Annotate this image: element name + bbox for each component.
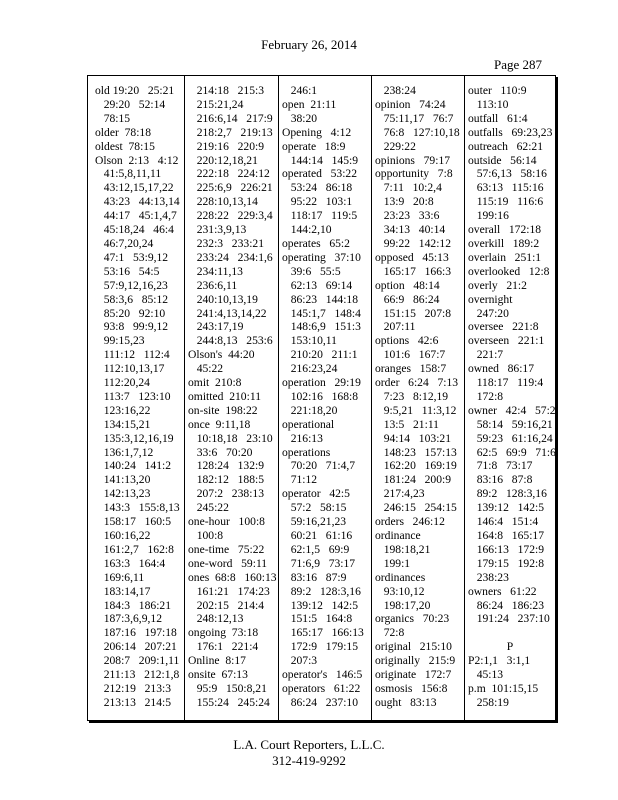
index-line: 59:16,21,23 — [282, 515, 347, 529]
column-divider — [184, 76, 185, 720]
index-line: 53:16 54:5 — [95, 264, 160, 278]
index-line: 212:19 213:3 — [95, 681, 172, 695]
index-line: 71:8 73:17 — [468, 459, 533, 473]
index-line: 140:24 141:2 — [95, 459, 172, 473]
index-line: 41:5,8,11,11 — [95, 167, 162, 181]
index-line: 58:14 59:16,21 — [468, 417, 553, 431]
index-line: older 78:18 — [95, 125, 152, 139]
index-line: 115:19 116:6 — [468, 195, 544, 209]
index-line: 229:22 — [375, 139, 416, 153]
index-line: 89:2 128:3,16 — [468, 487, 547, 501]
index-line: operation 29:19 — [282, 376, 361, 390]
index-line: 143:3 155:8,13 — [95, 501, 180, 515]
index-line: 161:21 174:23 — [188, 584, 270, 598]
index-line: 62:13 69:14 — [282, 278, 353, 292]
index-line: 144:2,10 — [282, 223, 332, 237]
index-line: 169:6,11 — [95, 570, 145, 584]
index-line: 146:4 151:4 — [468, 515, 539, 529]
index-line: osmosis 156:8 — [375, 681, 448, 695]
index-line: 23:23 33:6 — [375, 209, 440, 223]
index-line: Online 8:17 — [188, 654, 246, 668]
index-line: 217:4,23 — [375, 487, 425, 501]
index-line: 93:10,12 — [375, 584, 425, 598]
index-line: 213:13 214:5 — [95, 695, 172, 709]
index-line: 211:13 212:1,8 — [95, 668, 180, 682]
index-line: originate 172:7 — [375, 668, 452, 682]
index-line: onsite 67:13 — [188, 668, 248, 682]
index-line: opinions 79:17 — [375, 153, 451, 167]
index-line: p.m 101:15,15 — [468, 681, 539, 695]
index-line: 199:1 — [375, 556, 411, 570]
footer-phone: 312-419-9292 — [272, 753, 346, 768]
index-line: 85:20 92:10 — [95, 306, 166, 320]
index-line: order 6:24 7:13 — [375, 376, 459, 390]
index-line: 113:7 123:10 — [95, 389, 171, 403]
index-line: 221:18,20 — [282, 403, 338, 417]
index-line: 86:24 237:10 — [282, 695, 359, 709]
index-line: overlain 251:1 — [468, 250, 542, 264]
index-line: open 21:11 — [282, 97, 337, 111]
index-line: operator 42:5 — [282, 487, 350, 501]
column-divider — [371, 76, 372, 720]
index-line: options 42:6 — [375, 334, 439, 348]
index-line: 144:14 145:9 — [282, 153, 359, 167]
index-line: 139:12 142:5 — [282, 598, 359, 612]
index-line: 57:6,13 58:16 — [468, 167, 547, 181]
section-letter: P — [506, 640, 514, 654]
index-line: 99:15,23 — [95, 334, 145, 348]
index-line: 43:12,15,17,22 — [95, 181, 174, 195]
index-line: 141:13,20 — [95, 473, 151, 487]
index-line: one-word 59:11 — [188, 556, 268, 570]
index-line: 128:24 132:9 — [188, 459, 265, 473]
index-line: Olson 2:13 4:12 — [95, 153, 179, 167]
index-line: 248:12,13 — [188, 612, 244, 626]
index-line: 118:17 119:4 — [468, 376, 544, 390]
index-line: oranges 158:7 — [375, 362, 447, 376]
index-line: 70:20 71:4,7 — [282, 459, 356, 473]
index-line: 151:15 207:8 — [375, 306, 452, 320]
index-line: option 48:14 — [375, 278, 440, 292]
index-line: omitted 210:11 — [188, 389, 261, 403]
index-line: 219:16 220:9 — [188, 139, 265, 153]
index-line: 172:8 — [468, 389, 504, 403]
index-line: owner 42:4 57:2 — [468, 403, 556, 417]
index-line: overnight — [468, 292, 513, 306]
index-line: opposed 45:13 — [375, 250, 449, 264]
index-line: 62:5 69:9 71:6 — [468, 445, 556, 459]
index-line: 199:16 — [468, 209, 509, 223]
index-line: 59:23 61:16,24 — [468, 431, 553, 445]
index-line: 111:12 112:4 — [95, 348, 170, 362]
index-line: 45:22 — [188, 362, 224, 376]
index-line: 246:15 254:15 — [375, 501, 457, 515]
index-line: 71:12 — [282, 473, 318, 487]
index-line: original 215:10 — [375, 640, 452, 654]
index-line: 95:22 103:1 — [282, 195, 353, 209]
index-line: opportunity 7:8 — [375, 167, 453, 181]
index-line: 238:24 — [375, 84, 416, 97]
index-line: 45:18,24 46:4 — [95, 223, 174, 237]
index-line: 113:10 — [468, 97, 509, 111]
index-line: 161:2,7 162:8 — [95, 542, 174, 556]
index-line: P2:1,1 3:1,1 — [468, 654, 531, 668]
index-line: operators 61:22 — [282, 681, 361, 695]
index-line: 148:6,9 151:3 — [282, 320, 361, 334]
index-line: overly 21:2 — [468, 278, 527, 292]
index-line: 13:9 20:8 — [375, 195, 434, 209]
index-line: 160:16,22 — [95, 529, 151, 542]
column-divider — [278, 76, 279, 720]
index-line: 183:14,17 — [95, 584, 151, 598]
index-column-3 — [282, 84, 368, 712]
index-line: oversee 221:8 — [468, 320, 539, 334]
index-line: 172:9 179:15 — [282, 640, 359, 654]
index-line: 240:10,13,19 — [188, 292, 258, 306]
index-line: 58:3,6 85:12 — [95, 292, 169, 306]
index-line: 9:5,21 11:3,12 — [375, 403, 457, 417]
index-line: 234:11,13 — [188, 264, 243, 278]
index-line: operations — [282, 445, 331, 459]
index-line: operated 53:22 — [282, 167, 358, 181]
index-line: 206:14 207:21 — [95, 640, 177, 654]
index-line: outside 56:14 — [468, 153, 537, 167]
index-line: 215:21,24 — [188, 97, 244, 111]
index-line: 162:20 169:19 — [375, 459, 457, 473]
index-line: operates 65:2 — [282, 236, 350, 250]
header-date: February 26, 2014 — [261, 37, 357, 52]
index-line: 29:20 52:14 — [95, 97, 166, 111]
index-line: 187:16 197:18 — [95, 626, 177, 640]
index-box — [87, 75, 556, 721]
index-line: 151:5 164:8 — [282, 612, 353, 626]
index-line: 99:22 142:12 — [375, 236, 452, 250]
index-line: 83:16 87:8 — [468, 473, 533, 487]
index-line: overseen 221:1 — [468, 334, 545, 348]
index-line: 95:9 150:8,21 — [188, 681, 267, 695]
index-line: overkill 189:2 — [468, 236, 540, 250]
index-line: 86:23 144:18 — [282, 292, 359, 306]
index-line: 207:3 — [282, 654, 318, 668]
index-line: 208:7 209:1,11 — [95, 654, 180, 668]
index-line: 93:8 99:9,12 — [95, 320, 169, 334]
index-line: ongoing 73:18 — [188, 626, 259, 640]
index-line: outfall 61:4 — [468, 111, 528, 125]
index-line: 102:16 168:8 — [282, 389, 359, 403]
index-column-2 — [188, 84, 277, 712]
index-column-5 — [468, 84, 556, 712]
index-line: 43:23 44:13,14 — [95, 195, 180, 209]
index-column-1 — [95, 84, 181, 712]
index-line: 53:24 86:18 — [282, 181, 353, 195]
index-line: oldest 78:15 — [95, 139, 155, 153]
index-line: ought 83:13 — [375, 695, 437, 709]
index-line: operating 37:10 — [282, 250, 361, 264]
index-line: 241:4,13,14,22 — [188, 306, 267, 320]
index-line: outreach 62:21 — [468, 139, 544, 153]
index-line: 214:18 215:3 — [188, 84, 265, 97]
index-line: 86:24 186:23 — [468, 598, 545, 612]
index-line: owned 86:17 — [468, 362, 535, 376]
index-line: 155:24 245:24 — [188, 695, 270, 709]
index-line: 142:13,23 — [95, 487, 151, 501]
index-line: 148:23 157:13 — [375, 445, 457, 459]
index-line: outfalls 69:23,23 — [468, 125, 553, 139]
index-line: 165:17 166:3 — [375, 264, 452, 278]
index-line: organics 70:23 — [375, 612, 450, 626]
index-line: 166:13 172:9 — [468, 542, 545, 556]
index-line: 145:1,7 148:4 — [282, 306, 361, 320]
index-line: 184:3 186:21 — [95, 598, 172, 612]
index-line: 163:3 164:4 — [95, 556, 166, 570]
index-line: 236:6,11 — [188, 278, 238, 292]
index-line: 10:18,18 23:10 — [188, 431, 273, 445]
index-line: opinion 74:24 — [375, 97, 446, 111]
index-line: 34:13 40:14 — [375, 223, 446, 237]
index-line: 179:15 192:8 — [468, 556, 545, 570]
index-line: overlooked 12:8 — [468, 264, 550, 278]
index-line: 134:15,21 — [95, 417, 151, 431]
index-line: 232:3 233:21 — [188, 236, 265, 250]
index-line: 220:12,18,21 — [188, 153, 258, 167]
index-column-4 — [375, 84, 461, 712]
index-line: operator's 146:5 — [282, 668, 363, 682]
index-line: 198:17,20 — [375, 598, 431, 612]
index-line: 228:10,13,14 — [188, 195, 258, 209]
index-line: 112:10,13,17 — [95, 362, 165, 376]
index-line: 207:2 238:13 — [188, 487, 265, 501]
index-line: 123:16,22 — [95, 403, 151, 417]
index-line: 187:3,6,9,12 — [95, 612, 162, 626]
index-line: 216:23,24 — [282, 362, 338, 376]
index-line: 153:10,11 — [282, 334, 337, 348]
index-line: 238:23 — [468, 570, 509, 584]
index-line: 233:24 234:1,6 — [188, 250, 273, 264]
index-line: 207:11 — [375, 320, 416, 334]
index-line: 62:1,5 69:9 — [282, 542, 350, 556]
index-line: 231:3,9,13 — [188, 223, 247, 237]
index-line: 71:6,9 73:17 — [282, 556, 356, 570]
index-line: 176:1 221:4 — [188, 640, 259, 654]
column-divider — [464, 76, 465, 720]
index-line: 164:8 165:17 — [468, 529, 545, 542]
index-line: orders 246:12 — [375, 515, 445, 529]
index-line: 216:13 — [282, 431, 323, 445]
index-line: 210:20 211:1 — [282, 348, 358, 362]
index-line: ones 68:8 160:13 — [188, 570, 277, 584]
index-line: ordinances — [375, 570, 426, 584]
index-line: 57:9,12,16,23 — [95, 278, 168, 292]
index-line: 198:18,21 — [375, 542, 431, 556]
index-line: 222:18 224:12 — [188, 167, 270, 181]
index-line: 60:21 61:16 — [282, 529, 353, 542]
index-line: originally 215:9 — [375, 654, 456, 668]
index-line: 38:20 — [282, 111, 318, 125]
index-line: Olson's 44:20 — [188, 348, 255, 362]
index-line: 112:20,24 — [95, 376, 150, 390]
index-line: 33:6 70:20 — [188, 445, 253, 459]
index-line: 75:11,17 76:7 — [375, 111, 454, 125]
index-line: 191:24 237:10 — [468, 612, 550, 626]
index-line: 89:2 128:3,16 — [282, 584, 361, 598]
index-line: 135:3,12,16,19 — [95, 431, 174, 445]
index-line: 39:6 55:5 — [282, 264, 341, 278]
index-line: overall 172:18 — [468, 223, 542, 237]
index-line: 202:15 214:4 — [188, 598, 265, 612]
index-line: 83:16 87:9 — [282, 570, 347, 584]
footer-company: L.A. Court Reporters, L.L.C. — [233, 737, 385, 752]
index-line: 245:22 — [188, 501, 229, 515]
index-line: outer 110:9 — [468, 84, 527, 97]
index-line: owners 61:22 — [468, 584, 537, 598]
index-line: 47:1 53:9,12 — [95, 250, 169, 264]
index-line: 228:22 229:3,4 — [188, 209, 273, 223]
index-line: 158:17 160:5 — [95, 515, 172, 529]
index-line: 100:8 — [188, 529, 224, 542]
index-line: 182:12 188:5 — [188, 473, 265, 487]
index-line: 165:17 166:13 — [282, 626, 364, 640]
index-line: 78:15 — [95, 111, 131, 125]
index-line: 13:5 21:11 — [375, 417, 439, 431]
index-line: one-hour 100:8 — [188, 515, 265, 529]
index-line: 45:13 — [468, 668, 504, 682]
index-line: 218:2,7 219:13 — [188, 125, 273, 139]
index-line: omit 210:8 — [188, 376, 242, 390]
index-line: 76:8 127:10,18 — [375, 125, 460, 139]
index-line: operate 18:9 — [282, 139, 346, 153]
index-line: 221:7 — [468, 348, 504, 362]
index-line: 247:20 — [468, 306, 509, 320]
index-line: 216:6,14 217:9 — [188, 111, 273, 125]
index-line: 63:13 115:16 — [468, 181, 544, 195]
index-line: 57:2 58:15 — [282, 501, 347, 515]
index-line: 225:6,9 226:21 — [188, 181, 273, 195]
index-line: 94:14 103:21 — [375, 431, 452, 445]
index-line: old 19:20 25:21 — [95, 84, 175, 97]
index-line — [468, 626, 552, 640]
index-line: 246:1 — [282, 84, 318, 97]
index-line: Opening 4:12 — [282, 125, 352, 139]
index-line: 7:11 10:2,4 — [375, 181, 442, 195]
index-line: 44:17 45:1,4,7 — [95, 209, 177, 223]
index-line: operational — [282, 417, 335, 431]
index-line: 7:23 8:12,19 — [375, 389, 449, 403]
index-line: 139:12 142:5 — [468, 501, 545, 515]
index-line: 244:8,13 253:6 — [188, 334, 273, 348]
index-line: ordinance — [375, 529, 421, 542]
index-line: 66:9 86:24 — [375, 292, 440, 306]
page-number: Page 287 — [494, 57, 543, 72]
index-line: 72:8 — [375, 626, 405, 640]
index-line: 181:24 200:9 — [375, 473, 452, 487]
index-line: once 9:11,18 — [188, 417, 251, 431]
index-line: on-site 198:22 — [188, 403, 258, 417]
index-line: 46:7,20,24 — [95, 236, 154, 250]
index-line: 118:17 119:5 — [282, 209, 358, 223]
index-line: 136:1,7,12 — [95, 445, 154, 459]
index-line: one-time 75:22 — [188, 542, 265, 556]
index-line: 243:17,19 — [188, 320, 244, 334]
index-line: 258:19 — [468, 695, 509, 709]
index-line: 101:6 167:7 — [375, 348, 446, 362]
